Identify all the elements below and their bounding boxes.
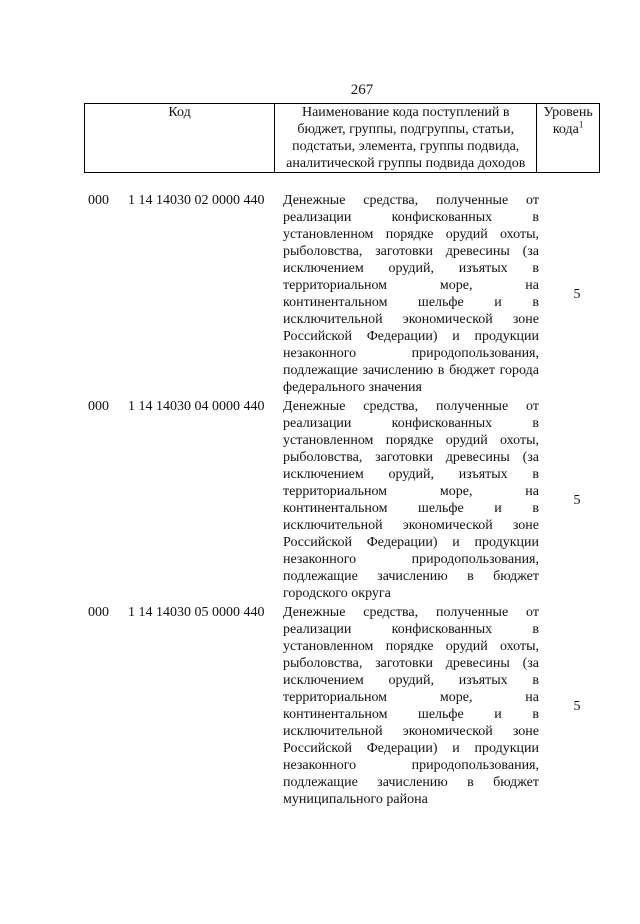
header-name: Наименование кода поступлений в бюджет, группы, подгруппы, статьи, подстатьи, элемента, группы подвида, аналитической группы подвида доходов <box>275 104 537 173</box>
revenue-name: Денежные средства, полученные от реализации конфискованных в установленном порядке орудий охоты, рыболовства, заготовки древесины (за исключением орудий, изъятых в территориальном море, на континентальном шельфе и в исключительной экономической зоне Российской Федерации) и продукции незаконного природопользования, подлежащие зачислению в бюджет городского округа <box>283 399 539 601</box>
header-code: Код <box>85 104 275 173</box>
header-row <box>85 104 600 173</box>
table-header <box>84 103 600 173</box>
level-value: 5 <box>573 699 581 714</box>
revenue-code: 1 14 14030 02 0000 440 <box>128 193 265 208</box>
revenue-code: 1 14 14030 04 0000 440 <box>128 399 265 414</box>
header-level <box>537 104 600 173</box>
footnote-marker: 1 <box>578 119 584 130</box>
table-row <box>84 604 600 810</box>
revenue-name: Денежные средства, полученные от реализации конфискованных в установленном порядке орудий охоты, рыболовства, заготовки древесины (за исключением орудий, изъятых в территориальном море, на континентальном шельфе и в исключительной экономической зоне Российской Федерации) и продукции незаконного природопользования, подлежащие зачислению в бюджет муниципального района <box>283 605 539 807</box>
revenue-code: 1 14 14030 05 0000 440 <box>128 605 265 620</box>
table-row <box>84 398 600 604</box>
header-level-text: Уровень кода <box>543 105 593 137</box>
revenue-name: Денежные средства, полученные от реализации конфискованных в установленном порядке орудий охоты, рыболовства, заготовки древесины (за исключением орудий, изъятых в территориальном море, на континентальном шельфе и в исключительной экономической зоне Российской Федерации) и продукции незаконного природопользования, подлежащие зачислению в бюджет города федерального значения <box>283 193 539 395</box>
admin-code: 000 <box>88 193 109 208</box>
page-number: 267 <box>350 82 374 98</box>
level-value: 5 <box>573 287 581 302</box>
table-row <box>84 192 600 398</box>
admin-code: 000 <box>88 605 109 620</box>
level-value: 5 <box>573 493 581 508</box>
admin-code: 000 <box>88 399 109 414</box>
